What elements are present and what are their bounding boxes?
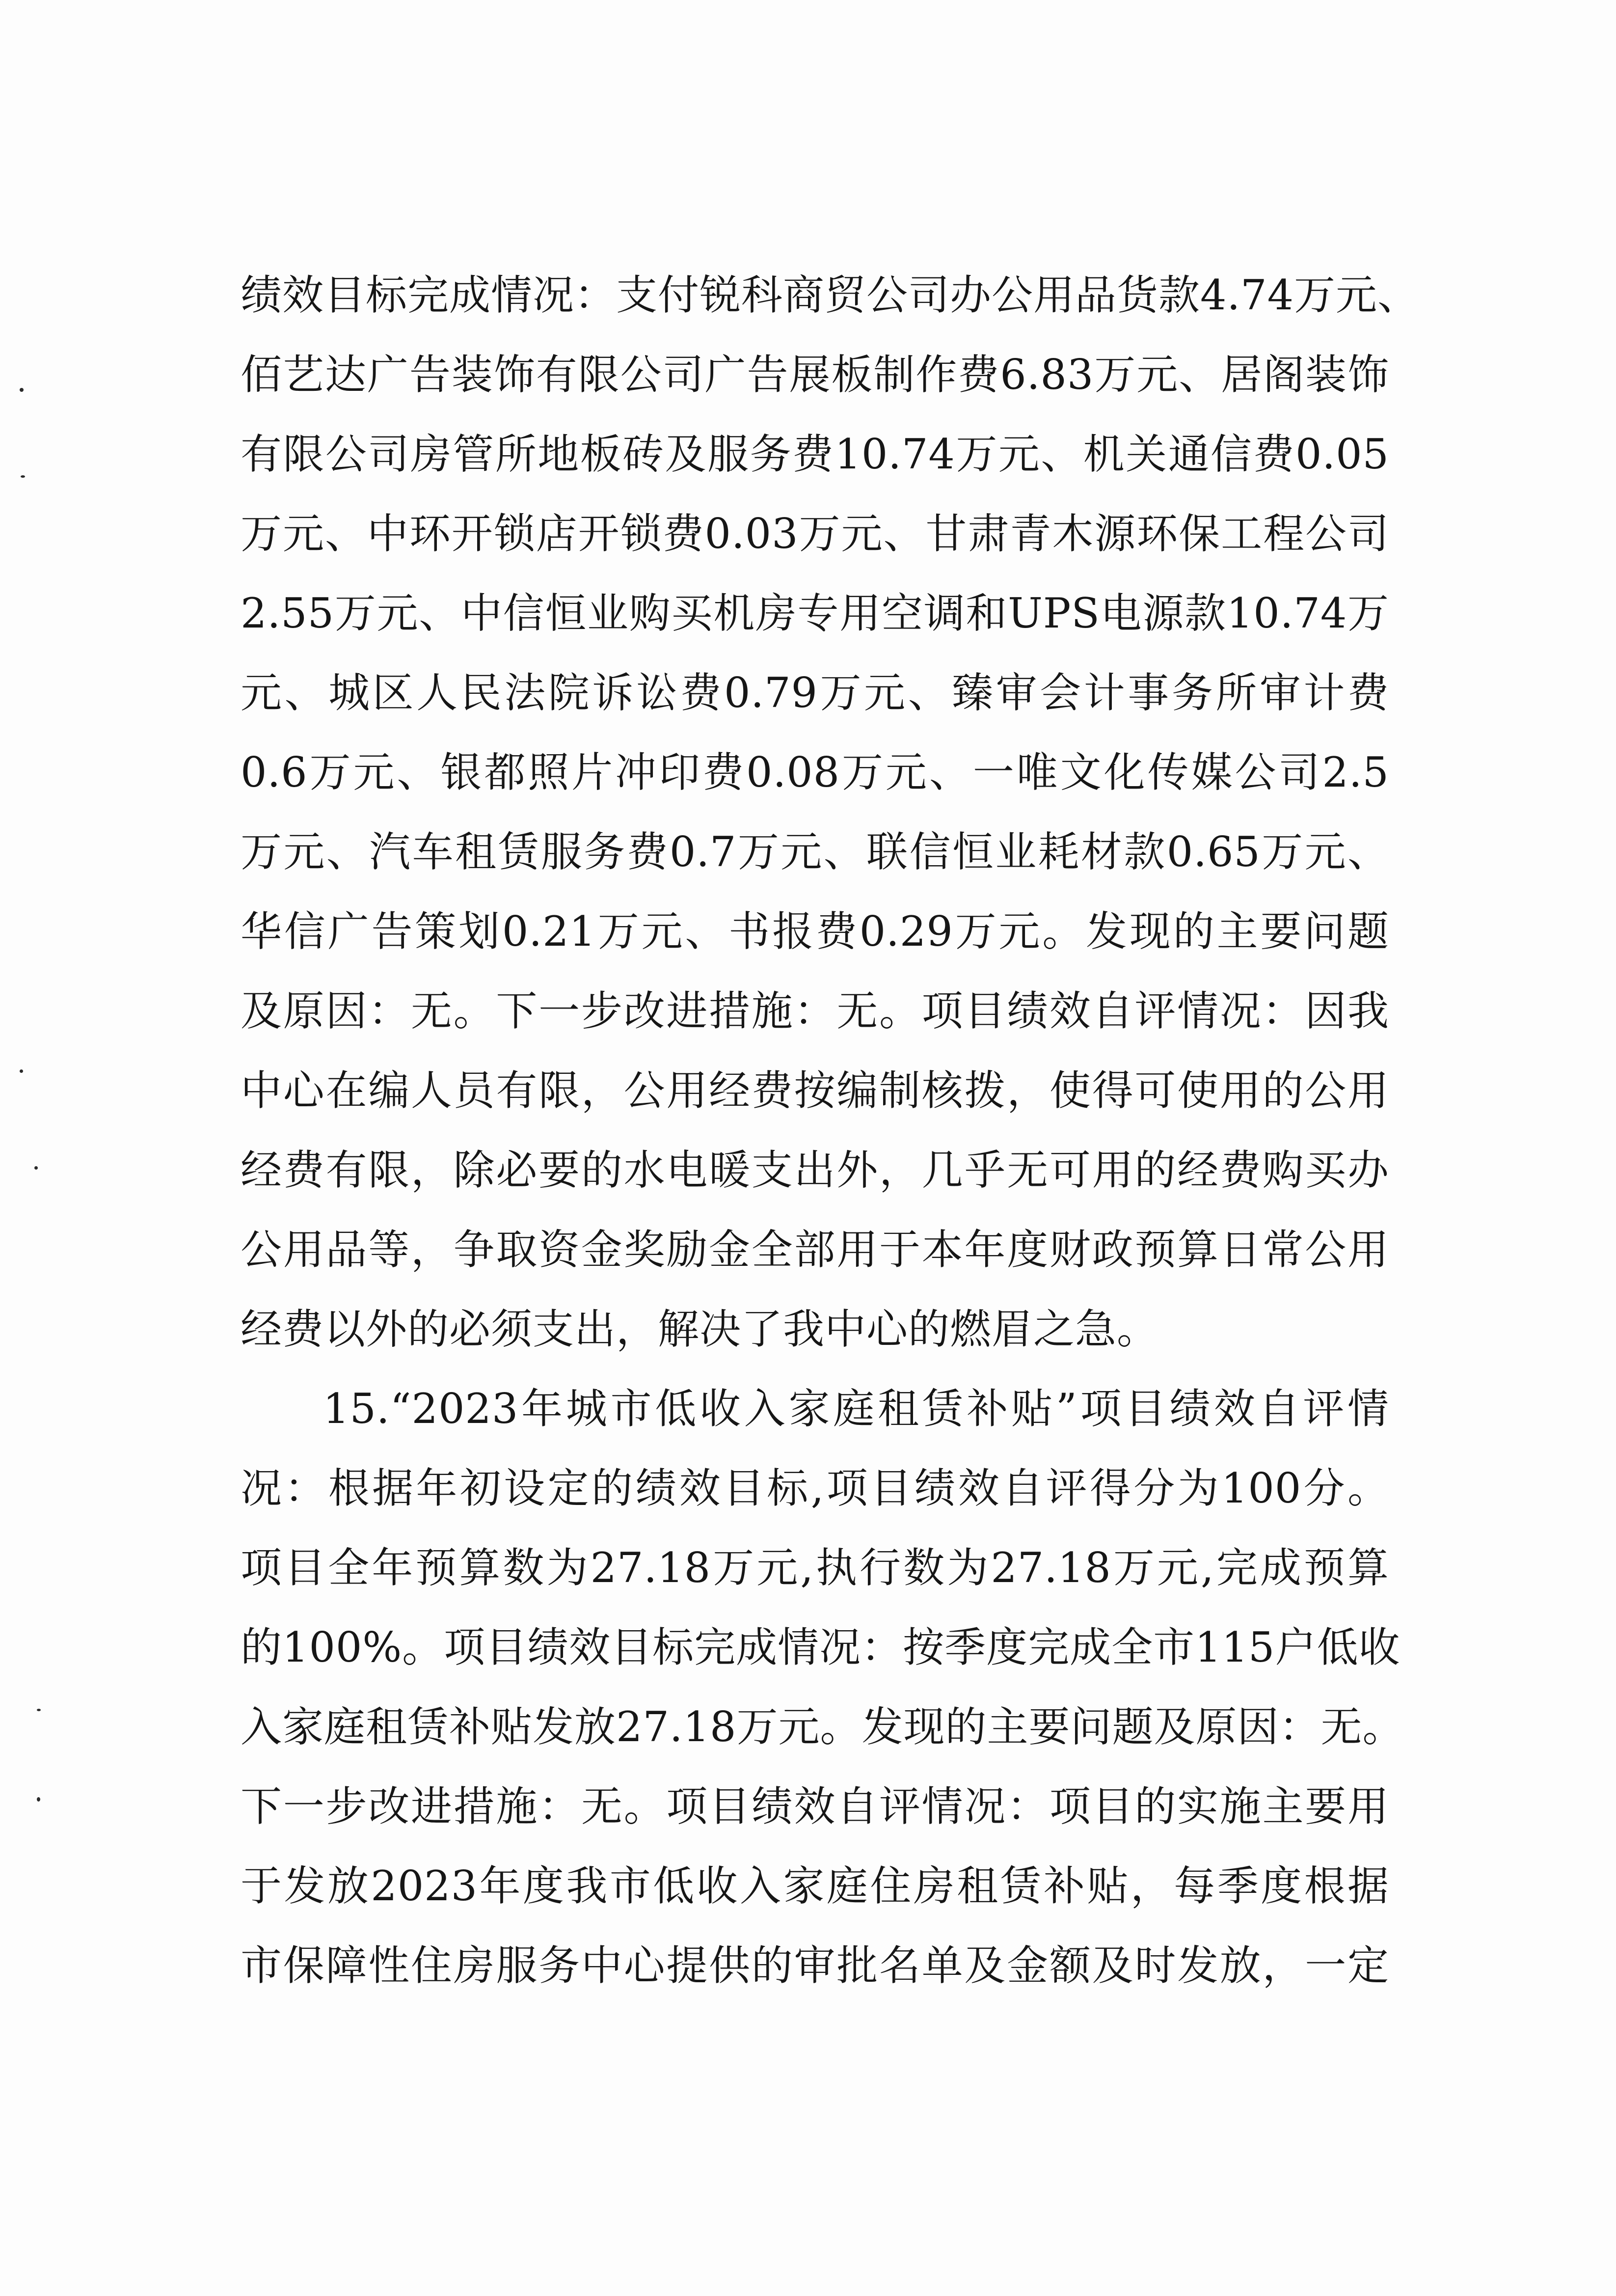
- text-line: 于发放2023年度我市低收入家庭住房租赁补贴，每季度根据: [241, 1862, 1389, 1910]
- scan-speck: [21, 475, 25, 478]
- text-line: 华信广告策划0.21万元、书报费0.29万元。发现的主要问题: [241, 907, 1389, 956]
- text-line: 公用品等，争取资金奖励金全部用于本年度财政预算日常公用: [241, 1226, 1389, 1274]
- text-line: 项目全年预算数为27.18万元,执行数为27.18万元,完成预算: [241, 1544, 1389, 1592]
- text-line: 经费有限，除必要的水电暖支出外，几乎无可用的经费购买办: [241, 1146, 1389, 1194]
- scan-speck: [37, 1709, 41, 1711]
- document-body: [241, 255, 1420, 2005]
- text-line: 市保障性住房服务中心提供的审批名单及金额及时发放，一定: [241, 1941, 1389, 1990]
- text-line: 况：根据年初设定的绩效目标,项目绩效自评得分为100分。: [241, 1464, 1389, 1512]
- text-line: 有限公司房管所地板砖及服务费10.74万元、机关通信费0.05: [241, 430, 1389, 478]
- text-line: 佰艺达广告装饰有限公司广告展板制作费6.83万元、居阁装饰: [241, 351, 1389, 399]
- scan-speck: [34, 1166, 38, 1170]
- scan-speck: [37, 1797, 40, 1802]
- text-line: 绩效目标完成情况：支付锐科商贸公司办公用品货款4.74万元、: [241, 271, 1420, 319]
- text-line: 下一步改进措施：无。项目绩效自评情况：项目的实施主要用: [241, 1782, 1389, 1831]
- section-heading-line: 15.“2023年城市低收入家庭租赁补贴”项目绩效自评情: [323, 1385, 1389, 1433]
- text-line: 0.6万元、银都照片冲印费0.08万元、一唯文化传媒公司2.5: [241, 748, 1389, 796]
- text-line: 及原因：无。下一步改进措施：无。项目绩效自评情况：因我: [241, 987, 1389, 1035]
- text-line: 的100%。项目绩效目标完成情况：按季度完成全市115户低收: [241, 1623, 1401, 1671]
- text-line: 万元、中环开锁店开锁费0.03万元、甘肃青木源环保工程公司: [241, 510, 1389, 558]
- text-line: 2.55万元、中信恒业购买机房专用空调和UPS电源款10.74万: [241, 589, 1389, 637]
- text-line: 万元、汽车租赁服务费0.7万元、联信恒业耗材款0.65万元、: [241, 828, 1389, 876]
- text-line: 中心在编人员有限，公用经费按编制核拨，使得可使用的公用: [241, 1066, 1389, 1115]
- text-line: 经费以外的必须支出，解决了我中心的燃眉之急。: [241, 1305, 1159, 1353]
- scan-speck: [20, 1069, 23, 1073]
- text-line: 元、城区人民法院诉讼费0.79万元、臻审会计事务所审计费: [241, 669, 1389, 717]
- text-line: 入家庭租赁补贴发放27.18万元。发现的主要问题及原因：无。: [241, 1703, 1404, 1751]
- scan-speck: [20, 388, 24, 392]
